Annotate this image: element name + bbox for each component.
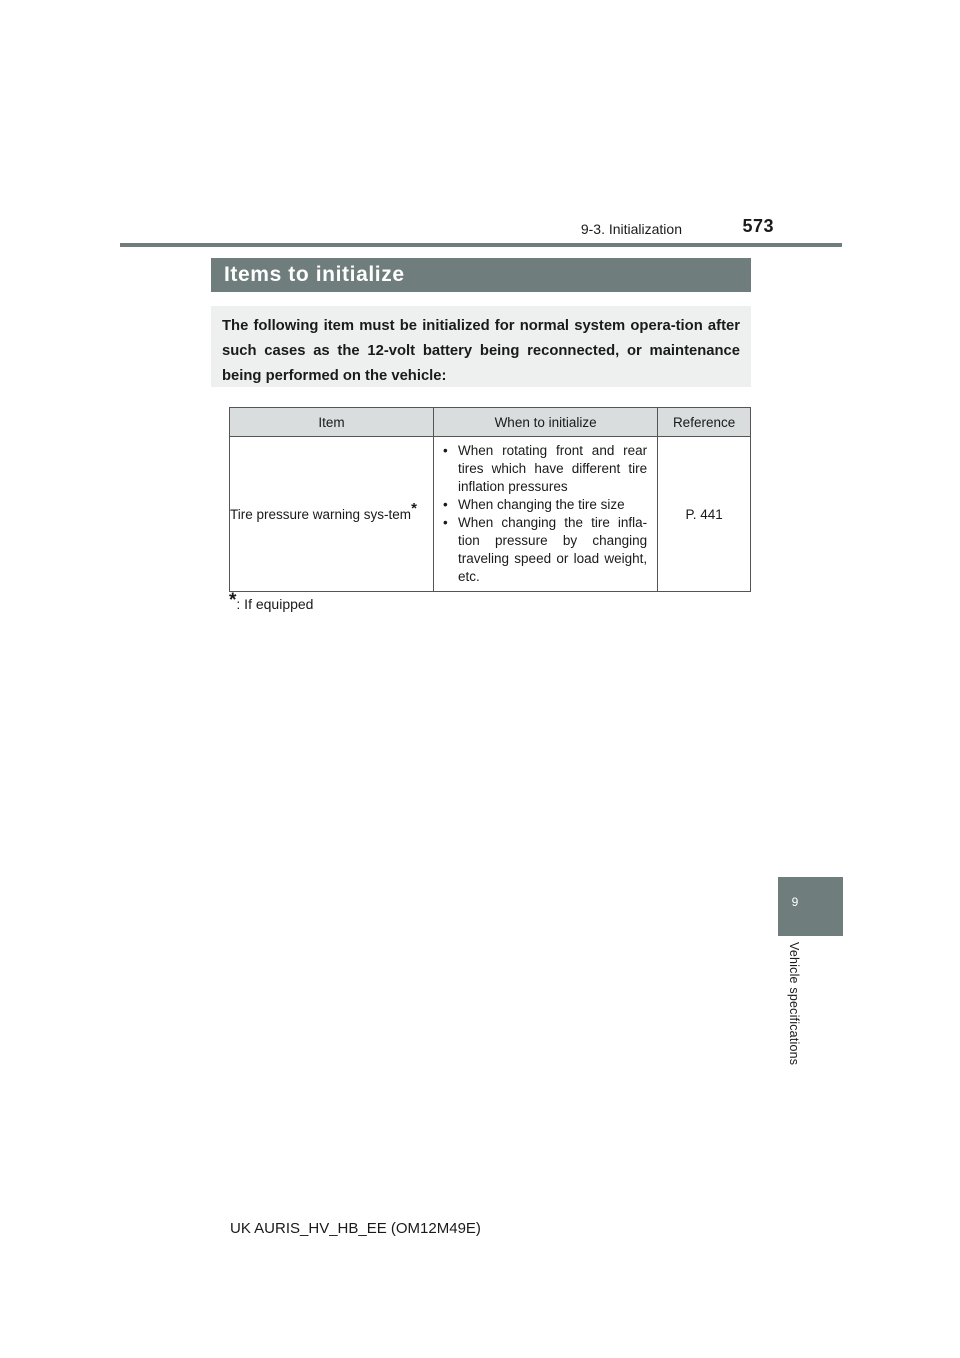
when-cell	[434, 437, 658, 592]
chapter-label: Vehicle specifications	[787, 942, 801, 1066]
column-header-item: Item	[230, 408, 434, 437]
page-number: 573	[742, 216, 774, 236]
footnote	[229, 590, 314, 612]
model-code: UK AURIS_HV_HB_EE (OM12M49E)	[230, 1220, 481, 1237]
column-header-when: When to initialize	[434, 408, 658, 437]
header-rule	[120, 243, 842, 247]
when-list	[434, 437, 657, 591]
item-name: Tire pressure warning sys-tem	[230, 506, 412, 522]
list-item: • When rotating front and rear tires which have different tire inflation pressures	[443, 442, 647, 496]
intro-box: The following item must be initialized for normal system opera-tion after such cases as the 12-volt battery being reconnected, or maintenance being performed on the vehicle:	[211, 306, 751, 387]
section-title: Items to initialize	[211, 258, 751, 292]
item-cell	[230, 437, 434, 592]
list-item: • When changing the tire infla-tion pressure by changing traveling speed or load weight, etc.	[443, 514, 647, 586]
footnote-mark: *	[229, 590, 237, 611]
chapter-number: 9	[791, 895, 799, 909]
running-header-section: 9-3. Initialization	[580, 221, 682, 237]
list-item: • When changing the tire size	[443, 496, 647, 514]
table-header-row	[230, 408, 751, 437]
table-row	[230, 437, 751, 592]
column-header-reference: Reference	[658, 408, 751, 437]
items-table	[229, 407, 751, 592]
footnote-text: : If equipped	[236, 596, 314, 612]
footnote-marker: *	[411, 499, 417, 517]
reference-cell: P. 441	[658, 437, 751, 592]
